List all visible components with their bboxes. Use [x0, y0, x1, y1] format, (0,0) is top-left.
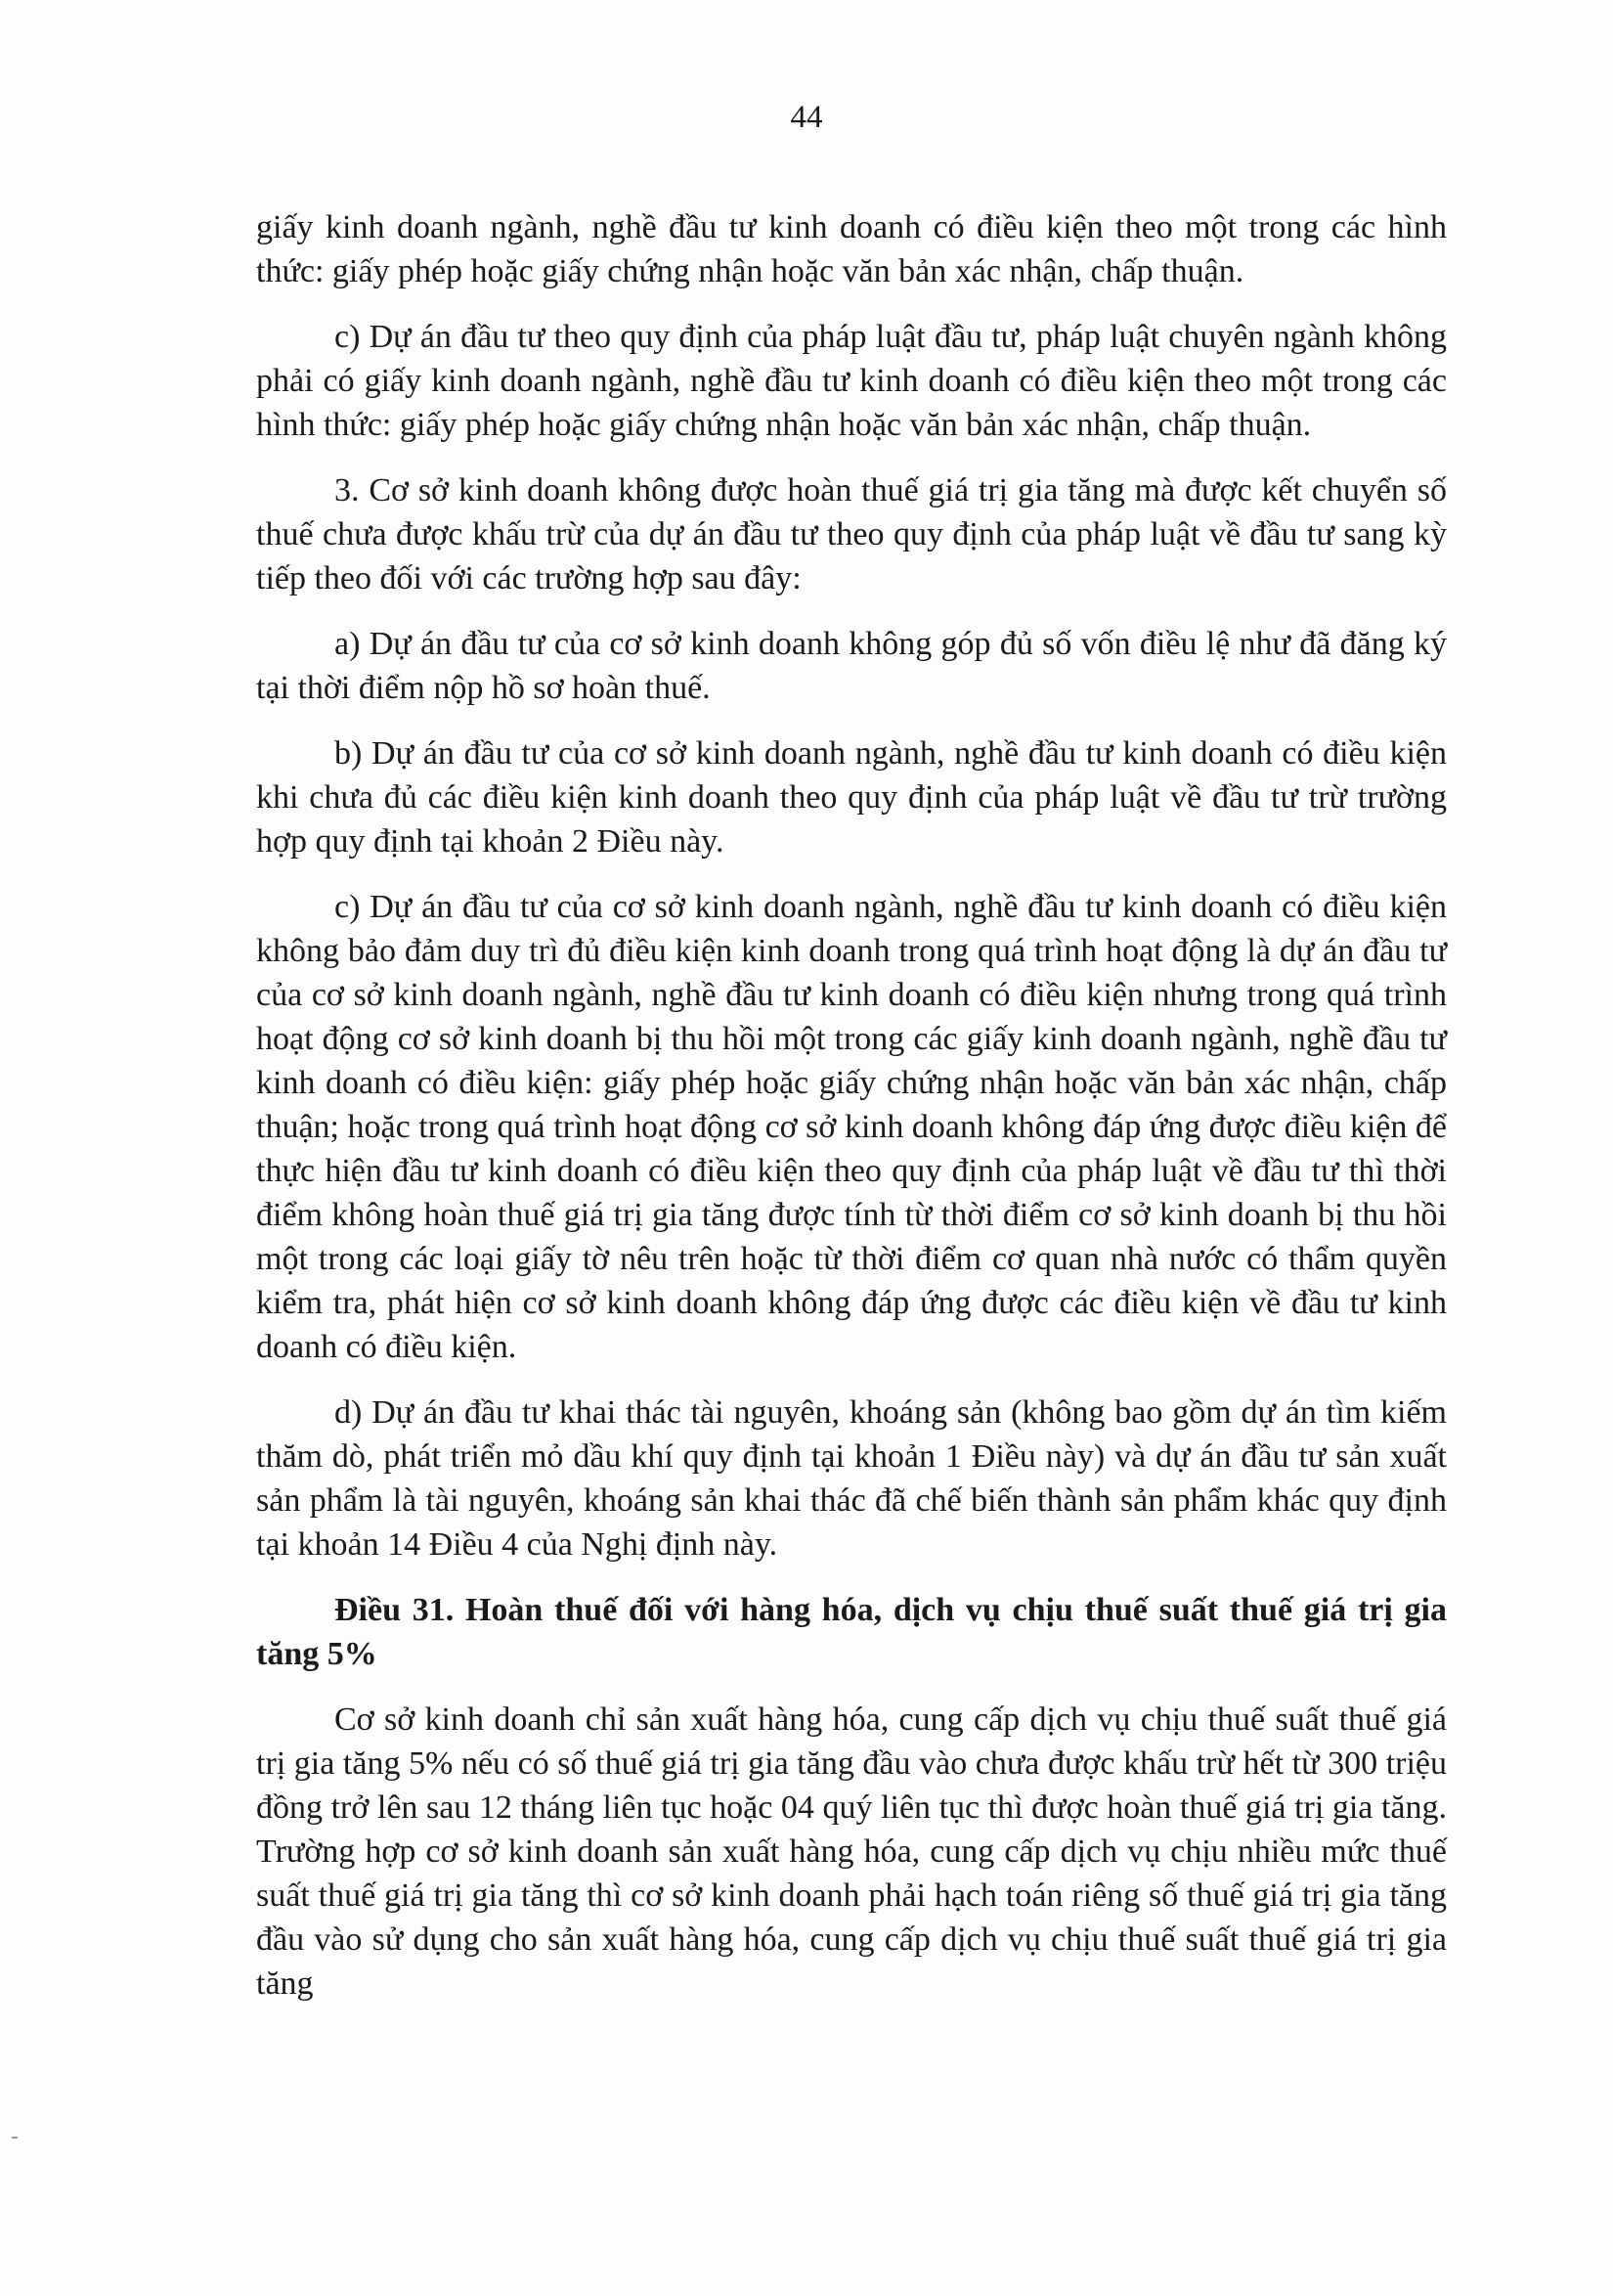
paragraph-item-3d: d) Dự án đầu tư khai thác tài nguyên, khoáng sản (không bao gồm dự án tìm kiếm thăm dò, phát triển mỏ dầu khí quy định tại khoản 1 Điều này) và dự án đầu tư sản xuất sản phẩm là tài nguyên, khoáng sản khai thác đã chế biến thành sản phẩm khác quy định tại khoản 14 Điều 4 của Nghị định này. — [256, 1394, 1447, 1563]
paragraph-article-31-body: Cơ sở kinh doanh chỉ sản xuất hàng hóa, cung cấp dịch vụ chịu thuế suất thuế giá trị gia tăng 5% nếu có số thuế giá trị gia tăng đầu vào chưa được khấu trừ hết từ 300 triệu đồng trở lên sau 12 tháng liên tục hoặc 04 quý liên tục thì được hoàn thuế giá trị gia tăng. Trường hợp cơ sở kinh doanh sản xuất hàng hóa, cung cấp dịch vụ chịu nhiều mức thuế suất thuế giá trị gia tăng thì cơ sở kinh doanh phải hạch toán riêng số thuế giá trị gia tăng đầu vào sử dụng cho sản xuất hàng hóa, cung cấp dịch vụ chịu thuế suất thuế giá trị gia tăng — [256, 1701, 1447, 2002]
paragraph-continuation: giấy kinh doanh ngành, nghề đầu tư kinh doanh có điều kiện theo một trong các hình thức: giấy phép hoặc giấy chứng nhận hoặc văn bản xác nhận, chấp thuận. — [256, 209, 1447, 289]
scan-artifact — [12, 2137, 18, 2139]
document-body — [256, 205, 1447, 2027]
paragraph-item-3a: a) Dự án đầu tư của cơ sở kinh doanh không góp đủ số vốn điều lệ như đã đăng ký tại thời điểm nộp hồ sơ hoàn thuế. — [256, 626, 1447, 706]
paragraph-item-2c: c) Dự án đầu tư theo quy định của pháp luật đầu tư, pháp luật chuyên ngành không phải có giấy kinh doanh ngành, nghề đầu tư kinh doanh có điều kiện theo một trong các hình thức: giấy phép hoặc giấy chứng nhận hoặc văn bản xác nhận, chấp thuận. — [256, 319, 1447, 443]
article-31-heading: Điều 31. Hoàn thuế đối với hàng hóa, dịch vụ chịu thuế suất thuế giá trị gia tăng 5% — [256, 1592, 1447, 1672]
paragraph-clause-3: 3. Cơ sở kinh doanh không được hoàn thuế giá trị gia tăng mà được kết chuyển số thuế chưa được khấu trừ của dự án đầu tư theo quy định của pháp luật về đầu tư sang kỳ tiếp theo đối với các trường hợp sau đây: — [256, 472, 1447, 596]
paragraph-item-3c: c) Dự án đầu tư của cơ sở kinh doanh ngành, nghề đầu tư kinh doanh có điều kiện không bảo đảm duy trì đủ điều kiện kinh doanh trong quá trình hoạt động là dự án đầu tư của cơ sở kinh doanh ngành, nghề đầu tư kinh doanh có điều kiện nhưng trong quá trình hoạt động cơ sở kinh doanh bị thu hồi một trong các giấy kinh doanh ngành, nghề đầu tư kinh doanh có điều kiện: giấy phép hoặc giấy chứng nhận hoặc văn bản xác nhận, chấp thuận; hoặc trong quá trình hoạt động cơ sở kinh doanh không đáp ứng được điều kiện để thực hiện đầu tư kinh doanh có điều kiện theo quy định của pháp luật về đầu tư thì thời điểm không hoàn thuế giá trị gia tăng được tính từ thời điểm cơ sở kinh doanh bị thu hồi một trong các loại giấy tờ nêu trên hoặc từ thời điểm cơ quan nhà nước có thẩm quyền kiểm tra, phát hiện cơ sở kinh doanh không đáp ứng được các điều kiện về đầu tư kinh doanh có điều kiện. — [256, 889, 1447, 1365]
paragraph-item-3b: b) Dự án đầu tư của cơ sở kinh doanh ngành, nghề đầu tư kinh doanh có điều kiện khi chưa đủ các điều kiện kinh doanh theo quy định của pháp luật về đầu tư trừ trường hợp quy định tại khoản 2 Điều này. — [256, 735, 1447, 860]
page-number: 44 — [790, 100, 823, 135]
